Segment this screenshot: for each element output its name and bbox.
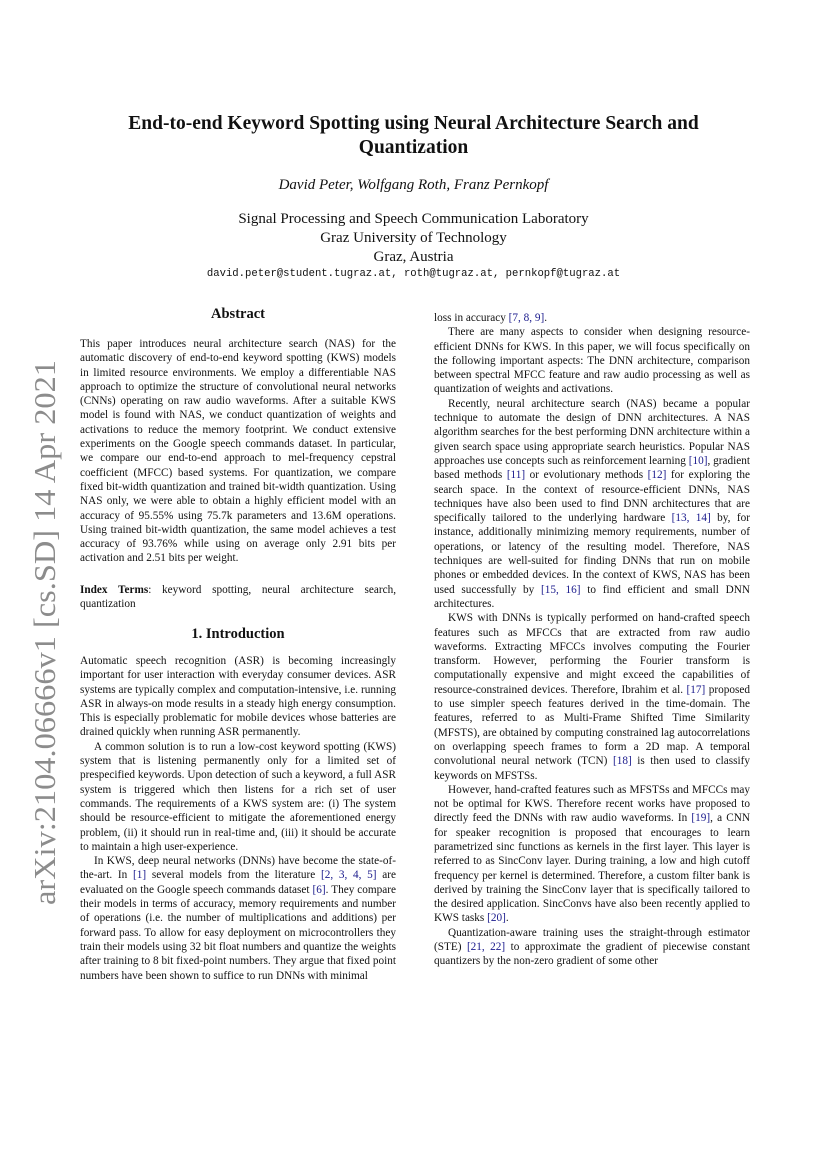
- affiliation-lab: Signal Processing and Speech Communication Laboratory: [238, 211, 589, 227]
- right-paragraph-4: [434, 611, 750, 783]
- p3-text-b: several models from the literature: [146, 869, 321, 882]
- r3-text-e: by, for instance, additionally minimizing memory requirements, number of operations, or latency of the resulting model. Therefore, NAS techniques are well-suited for finding DNNs that run on mobile phones or embedded devices. In the context of KWS, NAS has been used successfully by: [434, 512, 750, 596]
- r5-text-b: , a CNN for speaker recognition is proposed that encourages to learn parametrized sinc functions as kernels in the first layer. This layer is referred to as SincConv layer. During training, a low and high cutoff frequency per kernel is determined. Therefore, a custom filter bank is derived by training the SincConv layer that is specifically tailored to the desired application. SincConvs have also been recently applied to KWS tasks: [434, 812, 750, 925]
- index-terms-label: Index Terms: [80, 584, 149, 596]
- p3-text-c: are evaluated on the Google speech commands dataset: [80, 869, 396, 896]
- arxiv-sidebar: [14, 0, 62, 1170]
- citation-link[interactable]: [12]: [647, 469, 667, 482]
- title-line-1: End-to-end Keyword Spotting using Neural Architecture Search and: [128, 113, 699, 134]
- citation-link[interactable]: [13, 14]: [671, 512, 711, 525]
- r1-text-a: loss in accuracy: [434, 312, 509, 324]
- r4-text-b: proposed to use simpler speech features derived in the time-domain. The features, referred to as Multi-Frame Shifted Time Similarity (MFSTS), are obtained by computing constrained lag autocorrelations on overlapping speech frames to form a 2D map. A temporal convolutional neural network (TCN): [434, 683, 750, 768]
- abstract-text: This paper introduces neural architecture search (NAS) for the automatic discovery of end-to-end keyword spotting (KWS) models in limited resource environments. We employ a differentiable NAS approach to optimize the structure of convolutional neural networks (CNNs) operating on raw audio waveforms. After a suitable KWS model is found with NAS, we conduct quantization of weights and activations to reduce the memory footprint. We conduct extensive experiments on the Google speech commands dataset. In particular, we compare our end-to-end approach to mel-frequency cepstral coefficient (MFCC) based systems. For quantization, we compare fixed bit-width quantization and trained bit-width quantization. Using NAS only, we were able to obtain a highly efficient model with an accuracy of 95.55% using 75.7k parameters and 13.6M operations. Using trained bit-width quantization, the same model achieves a test accuracy of 93.76% while using on average only 2.91 bits per activation and 2.51 bits per weight.: [80, 338, 396, 565]
- right-body: [434, 311, 750, 969]
- r3-text-b: , gradient based methods: [434, 454, 750, 482]
- citation-link[interactable]: [10]: [688, 454, 708, 467]
- r6-text-b: to approximate the gradient of piecewise constant quantizers by the non-zero gradient of some other: [434, 941, 751, 968]
- r5-text-a: However, hand-crafted features such as MFSTSs and MFCCs may not be optimal for KWS. Therefore recent works have proposed to directly feed the DNNs with raw audio waveforms. In: [434, 783, 750, 825]
- citation-link[interactable]: [15, 16]: [541, 583, 581, 596]
- intro-paragraph-3: [80, 854, 396, 983]
- authors: David Peter, Wolfgang Roth, Franz Pernkopf: [278, 177, 549, 193]
- r3-text-d: for exploring the search space. In the context of resource-efficient DNNs, NAS techniques have also been used to find DNN architectures that are specifically tailored to the underlying hardware: [434, 469, 750, 525]
- right-paragraph-2: There are many aspects to consider when designing resource-efficient DNNs for KWS. In this paper, we will focus specifically on the following important aspects: The DNN architecture, comparison between spectral MFCC feature and raw audio processing as well as quantization of weights and activations.: [434, 326, 750, 396]
- p3-text-a: In KWS, deep neural networks (DNNs) have become the state-of-the-art. In: [80, 855, 396, 882]
- right-paragraph-5: [434, 783, 750, 926]
- affiliation-location: Graz, Austria: [373, 249, 454, 265]
- citation-link[interactable]: [19]: [691, 812, 711, 825]
- r3-text-f: to find efficient and small DNN architectures.: [434, 583, 750, 610]
- citation-link[interactable]: [2, 3, 4, 5]: [320, 869, 377, 882]
- r4-text-a: KWS with DNNs is typically performed on hand-crafted speech features such as MFCCs that are extracted from raw audio waveforms. Extracting MFCCs involves computing the Fourier transform. However, performing the Fourier transform is computationally expensive and might exceed the capabilities of resource-constrained devices. Therefore, Ibrahim et al.: [434, 612, 750, 696]
- citation-link[interactable]: [18]: [612, 755, 632, 768]
- citation-link[interactable]: [11]: [506, 469, 526, 482]
- r3-text-a: Recently, neural architecture search (NAS) became a popular technique to automate the design of DNN architectures. A NAS algorithm searches for the best performing DNN architecture within a given search space using appropriate search heuristics. Popular NAS approaches use concepts such as reinforcement learning: [434, 397, 750, 467]
- r3-text-c: or evolutionary methods: [525, 469, 648, 482]
- r6-text-a: Quantization-aware training uses the straight-through estimator (STE): [434, 926, 750, 954]
- r4-text-c: is then used to classify keywords on MFSTSs.: [434, 755, 750, 782]
- right-paragraph-3: [434, 397, 750, 611]
- index-terms: [80, 583, 396, 612]
- citation-link[interactable]: [20]: [487, 912, 506, 925]
- intro-heading: 1. Introduction: [191, 626, 285, 642]
- arxiv-id: arXiv:2104.06666v1 [cs.SD] 14 Apr 2021: [28, 391, 62, 905]
- affiliation: [90, 210, 737, 267]
- arxiv-sidebar-svg: [14, 0, 62, 1170]
- abstract-heading: Abstract: [211, 306, 265, 322]
- title-line-2: Quantization: [358, 137, 469, 158]
- citation-link[interactable]: [1]: [132, 869, 147, 882]
- p3-text-d: . They compare their models in terms of accuracy, memory requirements and number of operations (i.e. the number of multiplications and additions) per forward pass. To allow for easy deployment on microcontrollers they train their models using 32 bit float numbers and quantize the weights after training to 8 bit fixed-point numbers. They argue that fixed point numbers have been shown to suffice to run DNNs with minimal: [80, 883, 397, 982]
- author-emails: david.peter@student.tugraz.at, roth@tugraz.at, pernkopf@tugraz.at: [206, 268, 621, 280]
- citation-link[interactable]: [7, 8, 9]: [508, 312, 545, 324]
- affiliation-university: Graz University of Technology: [320, 230, 507, 246]
- index-terms-text: : keyword spotting, neural architecture search, quantization: [80, 584, 397, 611]
- paper-title: [90, 112, 737, 160]
- r1-text-b: .: [544, 312, 548, 324]
- citation-link[interactable]: [21, 22]: [466, 941, 506, 954]
- citation-link[interactable]: [17]: [686, 683, 706, 696]
- right-paragraph-1: [434, 311, 750, 325]
- intro-paragraph-1: Automatic speech recognition (ASR) is becoming increasingly important for user interaction with everyday consumer devices. ASR systems are typically complex and computation-intensive, i.e. running ASR in always-on mode results in a steady high energy consumption. This is especially problematic for mobile devices whose batteries are drained quickly when running ASR permanently.: [80, 655, 396, 739]
- intro-body: [80, 654, 396, 983]
- citation-link[interactable]: [6]: [312, 883, 326, 896]
- right-paragraph-6: [434, 926, 750, 969]
- r5-text-c: .: [505, 912, 509, 925]
- intro-paragraph-2: A common solution is to run a low-cost keyword spotting (KWS) system that is listening permanently only for a limited set of prespecified keywords. Upon detection of such a keyword, a full ASR system is triggered which then listens for a rich set of user commands. The requirements of a KWS system are: (i) The system should be resource-efficient to mitigate the aforementioned energy problem, (ii) it should run in real-time and, (iii) it should be accurate to maintain a high user-experience.: [80, 740, 396, 853]
